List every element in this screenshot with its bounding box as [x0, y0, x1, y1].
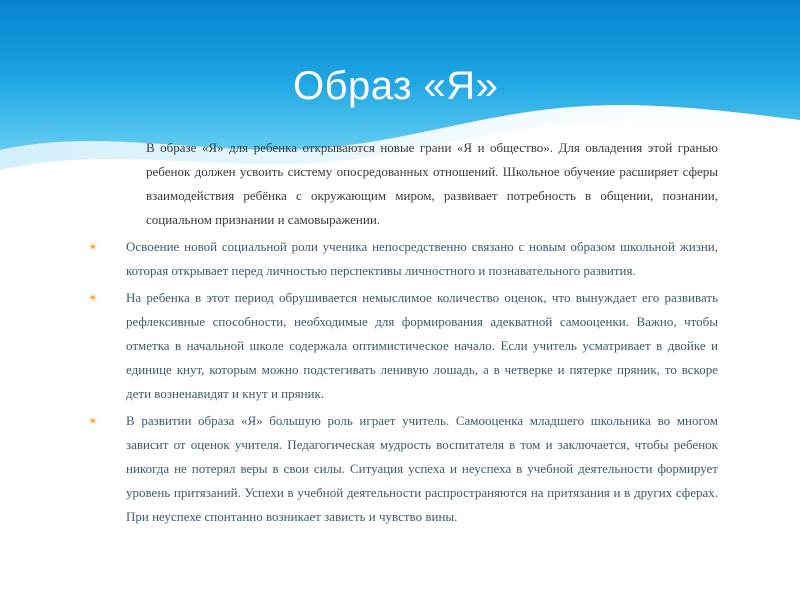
star-bullet-icon: ✴ [88, 240, 99, 254]
star-bullet-icon: ✴ [88, 414, 99, 428]
bullet-paragraph-grades [88, 286, 718, 406]
bullet-paragraph-role [88, 235, 718, 283]
paragraph-text: На ребенка в этот период обрушивается немыслимое количество оценок, что вынуждает его развивать рефлексивные способности, необходимые для формирования адекватной самооценки. Важно, чтобы отметка в начальной школе содержала оптимистическое начало. Если учитель усматривает в двойке и единице кнут, которым можно подстегивать ленивую лошадь, а в четверке и пятерке пряник, то вскоре дети возненавидят и кнут и пряник. [126, 290, 718, 401]
paragraph-text: В образе «Я» для ребенка открываются новые грани «Я и общество». Для овладения этой гранью ребенок должен усвоить систему опосредованных отношений. Школьное обучение расширяет сферы взаимодействия ребёнка с окружающим миром, развивает потребность в общении, познании, социальном признании и самовыражении. [146, 140, 718, 227]
slide-title: Образ «Я» [293, 64, 499, 108]
star-bullet-icon: ✴ [88, 291, 99, 305]
paragraph-text: Освоение новой социальной роли ученика непосредственно связано с новым образом школьной жизни, которая открывает перед личностью перспективы личностного и познавательного развития. [126, 239, 718, 278]
bullet-paragraph-teacher [88, 409, 718, 529]
intro-paragraph [88, 136, 718, 232]
slide-body [88, 136, 718, 532]
paragraph-text: В развитии образа «Я» большую роль играет учитель. Самооценка младшего школьника во многом зависит от оценок учителя. Педагогическая мудрость воспитателя в том и заключается, чтобы ребенок никогда не потерял веры в свои силы. Ситуация успеха и неуспеха в учебной деятельности формирует уровень притязаний. Успехи в учебной деятельности распространяются на притязания и в других сферах. При неуспехе спонтанно возникает зависть и чувство вины. [126, 413, 718, 524]
